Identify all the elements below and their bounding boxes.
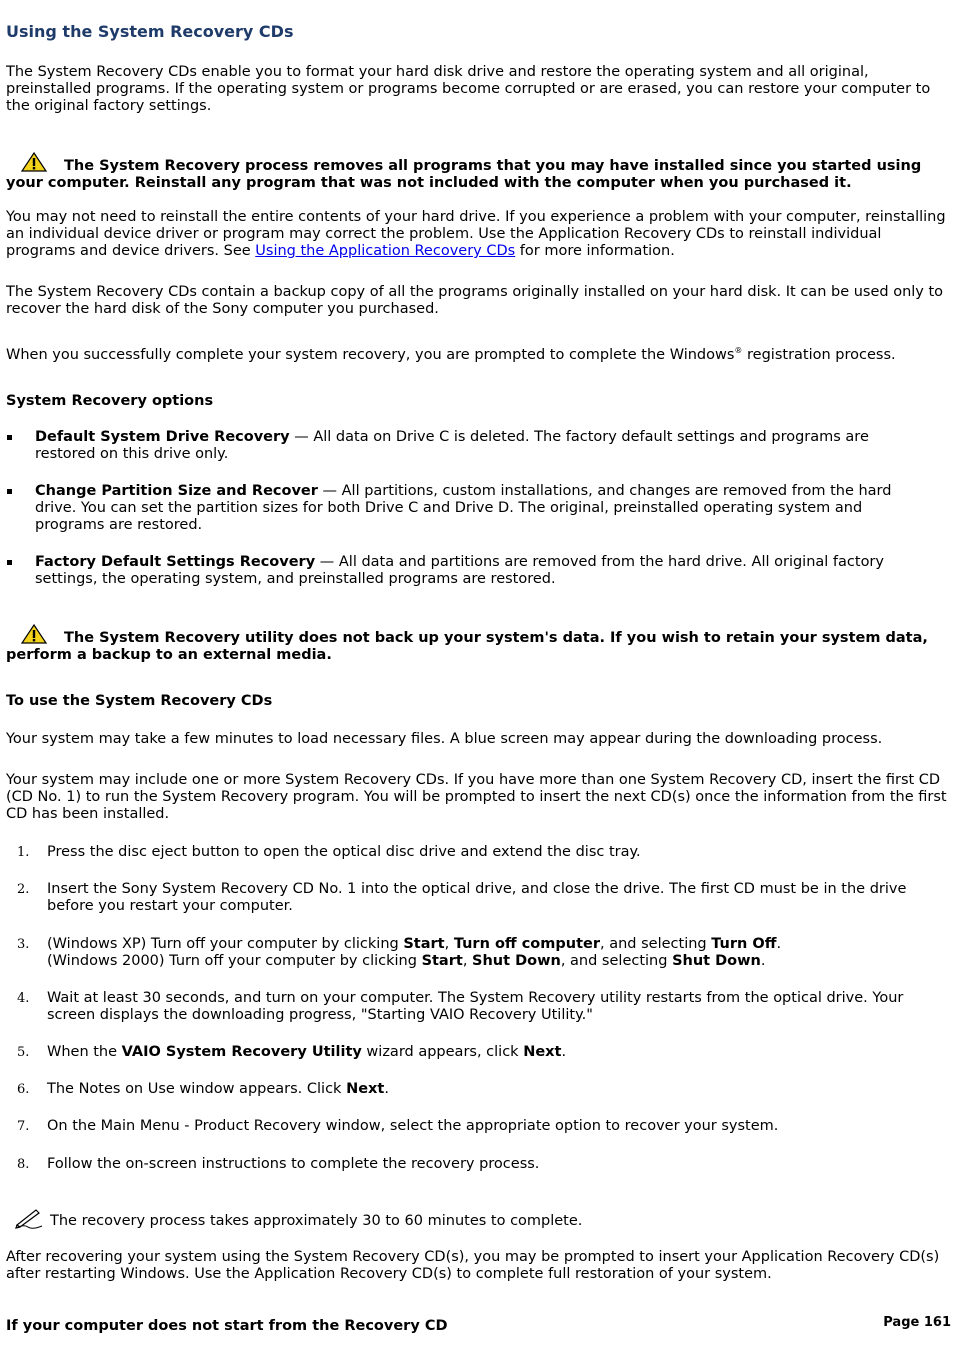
options-heading: System Recovery options	[6, 393, 214, 409]
reinstall-paragraph	[6, 209, 950, 260]
list-item	[35, 429, 915, 463]
list-item	[17, 1156, 927, 1173]
step-text-2000: (Windows 2000) Turn off your computer by clicking Start, Shut Down, and selecting Shut Down.	[47, 953, 766, 969]
warning-icon	[20, 624, 48, 644]
step-number: 7.	[17, 1119, 30, 1134]
reinstall-text: You may not need to reinstall the entire contents of your hard drive. If you experience a problem with your computer, reinstalling an individual device driver or program may correct the problem. Use the Application Recovery CDs to reinstall individual programs and device drivers. See	[6, 209, 946, 259]
list-item	[17, 1118, 927, 1135]
step-text: On the Main Menu - Product Recovery window, select the appropriate option to recover your system.	[47, 1118, 779, 1134]
step-text: Insert the Sony System Recovery CD No. 1 into the optical drive, and close the drive. The first CD must be in the drive before you restart your computer.	[47, 881, 907, 914]
list-item	[17, 936, 927, 970]
step-number: 4.	[17, 991, 30, 1006]
note-text: The recovery process takes approximately 30 to 60 minutes to complete.	[50, 1213, 583, 1229]
step-number: 5.	[17, 1045, 30, 1060]
registration-text-after: registration process.	[742, 346, 896, 363]
warning-icon	[20, 152, 48, 172]
list-item	[17, 844, 927, 861]
step-number: 3.	[17, 937, 30, 952]
after-recovery-paragraph: After recovering your system using the System Recovery CD(s), you may be prompted to insert your Application Recovery CD(s) after restarting Windows. Use the Application Recovery CD(s) to complete full restoration of your system.	[6, 1249, 940, 1282]
list-item	[35, 483, 915, 534]
bullet-square-icon	[7, 560, 12, 565]
multiple-cds-paragraph: Your system may include one or more System Recovery CDs. If you have more than one System Recovery CD, insert the first CD (CD No. 1) to run the System Recovery program. You will be prompted to insert the next CD(s) once the information from the first CD has been installed.	[6, 772, 947, 822]
step-text-xp: (Windows XP) Turn off your computer by clicking Start, Turn off computer, and selecting Turn Off.	[47, 936, 782, 952]
loading-paragraph: Your system may take a few minutes to load necessary files. A blue screen may appear during the downloading process.	[6, 731, 883, 747]
list-item	[17, 1081, 927, 1098]
note-pen-icon	[14, 1207, 44, 1229]
step-number: 6.	[17, 1082, 30, 1097]
step-text: Press the disc eject button to open the optical disc drive and extend the disc tray.	[47, 844, 641, 860]
option-term: Default System Drive Recovery	[35, 429, 290, 445]
option-term: Factory Default Settings Recovery	[35, 554, 316, 570]
application-recovery-link[interactable]: Using the Application Recovery CDs	[255, 243, 516, 259]
list-item	[17, 881, 927, 915]
warning-paragraph-1	[6, 152, 950, 192]
step-text: Follow the on-screen instructions to complete the recovery process.	[47, 1156, 540, 1172]
list-item	[17, 990, 927, 1024]
warning-text-2: The System Recovery utility does not back up your system's data. If you wish to retain your system data, perform a backup to an external media.	[6, 630, 928, 663]
page-number: Page 161	[883, 1315, 951, 1330]
bullet-square-icon	[7, 435, 12, 440]
bottom-heading: If your computer does not start from the Recovery CD	[6, 1318, 448, 1334]
option-term: Change Partition Size and Recover	[35, 483, 318, 499]
step-number: 1.	[17, 845, 30, 860]
step-text: When the VAIO System Recovery Utility wizard appears, click Next.	[47, 1044, 567, 1060]
page-title: Using the System Recovery CDs	[6, 22, 294, 41]
intro-paragraph: The System Recovery CDs enable you to format your hard disk drive and restore the operating system and all original, preinstalled programs. If the operating system or programs become corrupted or are erased, you can restore your computer to the original factory settings.	[6, 64, 931, 114]
option-desc: — All data and partitions are removed from the hard drive. All original factory settings, the operating system, and preinstalled programs are restored.	[35, 554, 884, 587]
warning-paragraph-2	[6, 624, 950, 664]
note-paragraph	[6, 1207, 950, 1230]
step-text: Wait at least 30 seconds, and turn on your computer. The System Recovery utility restarts from the optical drive. Your screen displays the downloading progress, "Starting VAIO Recovery Utility."	[47, 990, 904, 1023]
list-item	[17, 1044, 927, 1061]
list-item	[35, 554, 915, 588]
step-number: 8.	[17, 1157, 30, 1172]
step-text: The Notes on Use window appears. Click Next.	[47, 1081, 389, 1097]
backup-copy-paragraph: The System Recovery CDs contain a backup copy of all the programs originally installed on your hard disk. It can be used only to recover the hard disk of the Sony computer you purchased.	[6, 284, 944, 317]
reinstall-text-after: for more information.	[515, 243, 675, 259]
option-desc: — All partitions, custom installations, and changes are removed from the hard drive. You can set the partition sizes for both Drive C and Drive D. The original, preinstalled operating system and programs are restored.	[35, 483, 892, 533]
use-heading: To use the System Recovery CDs	[6, 693, 273, 709]
warning-text-1: The System Recovery process removes all programs that you may have installed since you started using your computer. Reinstall any program that was not included with the computer when you purchased it.	[6, 158, 922, 191]
registration-text: When you successfully complete your system recovery, you are prompted to complete the Windows	[6, 346, 735, 363]
registration-paragraph	[6, 342, 950, 364]
option-desc: — All data on Drive C is deleted. The factory default settings and programs are restored on this drive only.	[35, 429, 869, 462]
registered-mark: ®	[734, 346, 743, 355]
step-number: 2.	[17, 882, 30, 897]
bullet-square-icon	[7, 489, 12, 494]
